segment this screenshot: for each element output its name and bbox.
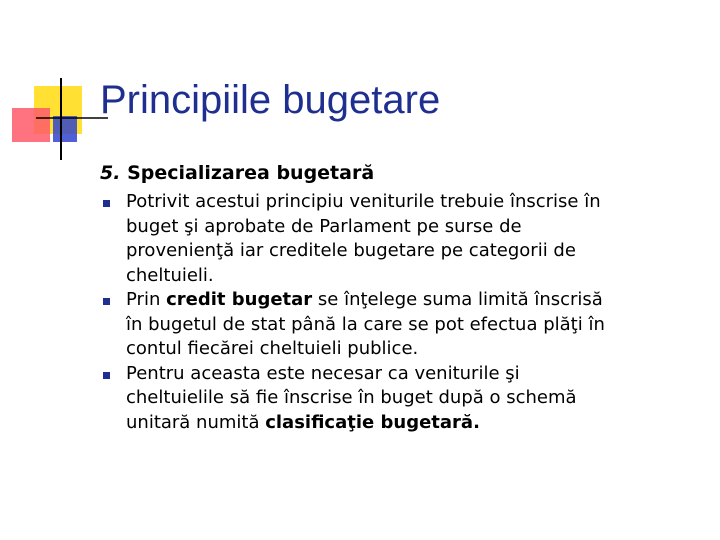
bullet-text: Prin (126, 289, 167, 310)
emphasized-term: credit bugetar (166, 289, 313, 310)
bullet-item (100, 288, 700, 362)
bullet-text: în bugetul de stat până la care se pot efectua plăţi în (126, 313, 605, 335)
square-bullet-icon (103, 200, 110, 207)
bullet-text: cheltuielile să fie înscrise în buget după o schemă (126, 387, 577, 408)
bullet-line (126, 362, 700, 387)
bullet-text: provenienţă iar creditele bugetare pe categorii de (126, 240, 576, 261)
bullet-line (126, 288, 700, 313)
decor-red-square (12, 108, 50, 142)
bullet-text: cheltuieli. (126, 264, 214, 286)
slide-content (100, 160, 700, 435)
slide-title: Principiile bugetare (100, 78, 441, 122)
square-bullet-icon (103, 372, 110, 379)
bullet-text: Potrivit acestui principiu veniturile trebuie înscrise în (126, 191, 601, 212)
section-heading (100, 160, 700, 186)
bullet-line (126, 239, 700, 264)
bullet-text: Pentru aceasta este necesar ca veniturile şi (126, 362, 520, 384)
section-number: 5. (100, 162, 121, 184)
bullet-line (126, 411, 700, 436)
bullet-text: unitară numită (126, 411, 266, 433)
bullet-text: contul fiecărei cheltuieli publice. (126, 338, 419, 359)
bullet-line (126, 313, 700, 338)
bullet-text: se înţelege suma limită înscrisă (312, 289, 603, 310)
bullet-item (100, 190, 700, 288)
bullet-item (100, 362, 700, 436)
bullet-line (126, 215, 700, 240)
emphasized-term: clasificaţie bugetară. (265, 411, 480, 433)
square-bullet-icon (103, 298, 110, 305)
bullet-line (126, 264, 700, 289)
decorative-corner-graphic (0, 0, 110, 170)
bullet-line (126, 337, 700, 362)
bullet-line (126, 190, 700, 215)
bullet-line (126, 386, 700, 411)
bullet-text: buget şi aprobate de Parlament pe surse de (126, 215, 522, 237)
decor-blue-square (53, 116, 77, 142)
bullet-list (100, 190, 700, 435)
section-title: Specializarea bugetară (127, 162, 375, 184)
